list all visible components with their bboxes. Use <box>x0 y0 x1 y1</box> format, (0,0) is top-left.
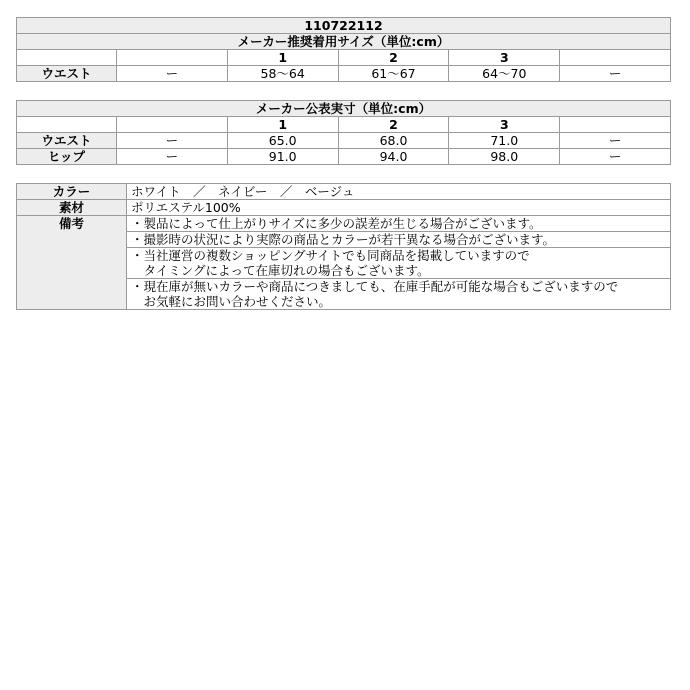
size-header <box>117 117 228 133</box>
note-item: ・撮影時の状況により実際の商品とカラーが若干異なる場合がございます。 <box>127 232 671 248</box>
recommended-size-title: メーカー推奨着用サイズ（単位:cm） <box>17 34 671 50</box>
table-row <box>17 66 671 82</box>
table-row <box>17 149 671 165</box>
material-label: 素材 <box>17 200 127 216</box>
note-item: ・製品によって仕上がりサイズに多少の誤差が生じる場合がございます。 <box>127 216 671 232</box>
row-label-waist: ウエスト <box>17 133 117 149</box>
size-header: 2 <box>338 50 449 66</box>
table-cell: ー <box>117 133 228 149</box>
table-cell: 58〜64 <box>227 66 338 82</box>
actual-size-title: メーカー公表実寸（単位:cm） <box>17 101 671 117</box>
product-code: 110722112 <box>17 18 671 34</box>
color-value: ホワイト ／ ネイビー ／ ベージュ <box>127 184 671 200</box>
note-item <box>127 279 671 310</box>
table-cell: 65.0 <box>227 133 338 149</box>
size-header-empty <box>17 117 117 133</box>
actual-size-table <box>16 100 671 165</box>
size-header: 3 <box>449 117 560 133</box>
table-row <box>17 133 671 149</box>
size-header <box>560 50 671 66</box>
table-cell: ー <box>117 66 228 82</box>
size-header: 1 <box>227 50 338 66</box>
size-header-empty <box>17 50 117 66</box>
note-line: お気軽にお問い合わせください。 <box>131 294 332 309</box>
recommended-size-table <box>16 17 671 82</box>
size-header <box>560 117 671 133</box>
row-label-hip: ヒップ <box>17 149 117 165</box>
table-cell: ー <box>560 149 671 165</box>
material-value: ポリエステル100% <box>127 200 671 216</box>
table-cell: ー <box>117 149 228 165</box>
size-header: 3 <box>449 50 560 66</box>
note-line: ・当社運営の複数ショッピングサイトでも同商品を掲載していますので <box>131 248 530 263</box>
color-label: カラー <box>17 184 127 200</box>
table-cell: 98.0 <box>449 149 560 165</box>
table-cell: ー <box>560 66 671 82</box>
table-cell: 71.0 <box>449 133 560 149</box>
size-header: 1 <box>227 117 338 133</box>
product-info-table <box>16 183 671 310</box>
note-item <box>127 248 671 279</box>
table-row <box>17 184 671 200</box>
size-header: 2 <box>338 117 449 133</box>
table-cell: 64〜70 <box>449 66 560 82</box>
notes-label: 備考 <box>17 216 127 310</box>
row-label-waist: ウエスト <box>17 66 117 82</box>
table-cell: ー <box>560 133 671 149</box>
table-cell: 94.0 <box>338 149 449 165</box>
note-line: タイミングによって在庫切れの場合もございます。 <box>131 263 430 278</box>
table-row <box>17 200 671 216</box>
table-cell: 68.0 <box>338 133 449 149</box>
table-row <box>17 216 671 232</box>
table-cell: 91.0 <box>227 149 338 165</box>
size-header <box>117 50 228 66</box>
table-cell: 61〜67 <box>338 66 449 82</box>
note-line: ・現在庫が無いカラーや商品につきましても、在庫手配が可能な場合もございますので <box>131 279 619 294</box>
